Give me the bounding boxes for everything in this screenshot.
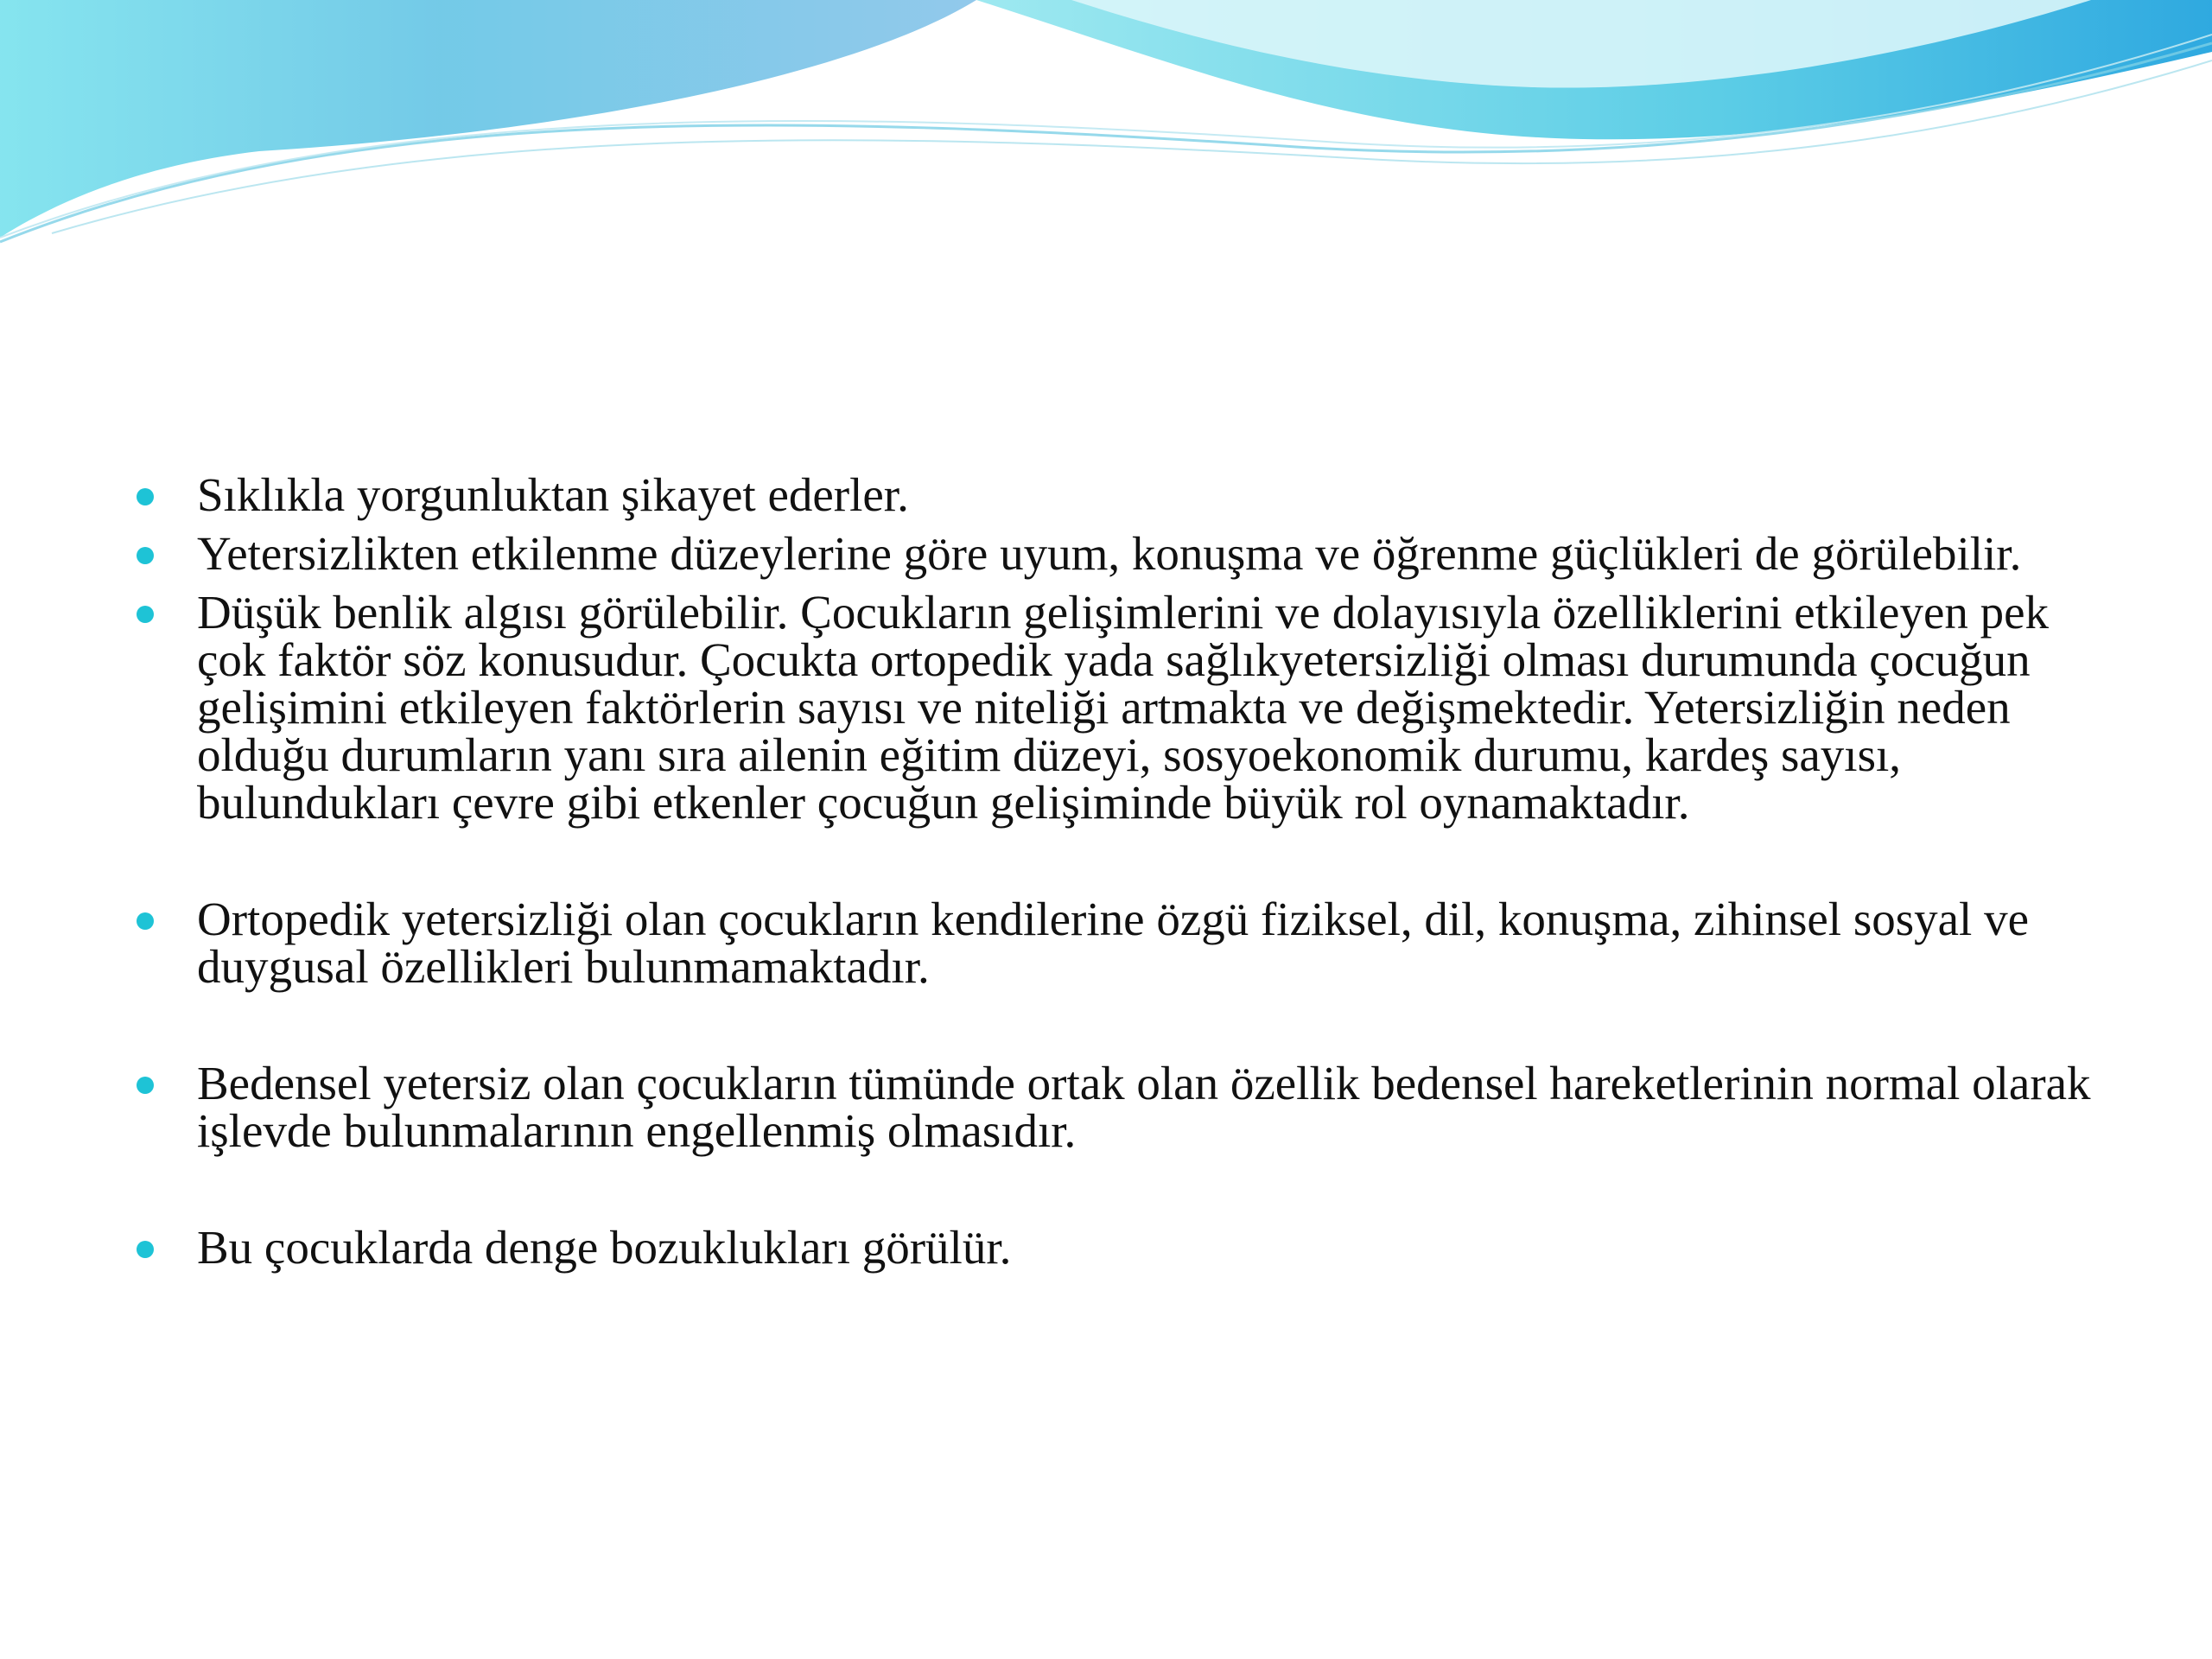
wave-header-decoration (0, 0, 2212, 259)
bullet-list (134, 468, 2104, 1274)
bullet-text: Ortopedik yetersizliği olan çocukların kendilerine özgü fiziksel, dil, konuşma, zihinsel sosyal ve duygusal özellikleri bulunmamaktadır. (197, 893, 2029, 993)
bullet-text: Yetersizlikten etkilenme düzeylerine göre uyum, konuşma ve öğrenme güçlükleri de görülebilir. (197, 527, 2022, 580)
bullet-dot-icon (137, 606, 154, 623)
bullet-dot-icon (137, 1241, 154, 1258)
bullet-item (134, 527, 2104, 580)
bullet-text: Bu çocuklarda denge bozuklukları görülür. (197, 1221, 1012, 1274)
bullet-text: Düşük benlik algısı görülebilir. Çocukların gelişimlerini ve dolayısıyla özelliklerini etkileyen pek çok faktör söz konusudur. Çocukta ortopedik yada sağlıkyetersizliği olması durumunda çocuğun gelişimini etkileyen faktörlerin sayısı ve niteliği artmakta ve değişmektedir. Yetersizliğin neden olduğu durumların yanı sıra ailenin eğitim düzeyi, sosyoekonomik durumu, kardeş sayısı, bulundukları çevre gibi etkenler çocuğun gelişiminde büyük rol oynamaktadır. (197, 586, 2050, 829)
bullet-dot-icon (137, 488, 154, 505)
bullet-item (134, 586, 2104, 829)
bullet-dot-icon (137, 912, 154, 930)
bullet-item (134, 893, 2104, 993)
content-area (134, 468, 2104, 1274)
bullet-text: Bedensel yetersiz olan çocukların tümünde ortak olan özellik bedensel hareketlerinin normal olarak işlevde bulunmalarının engellenmiş olmasıdır. (197, 1057, 2091, 1157)
bullet-text: Sıklıkla yorgunluktan şikayet ederler. (197, 468, 909, 521)
bullet-item (134, 468, 2104, 521)
bullet-item (134, 1057, 2104, 1157)
bullet-dot-icon (137, 1077, 154, 1094)
bullet-item (134, 1221, 2104, 1274)
bullet-dot-icon (137, 547, 154, 564)
